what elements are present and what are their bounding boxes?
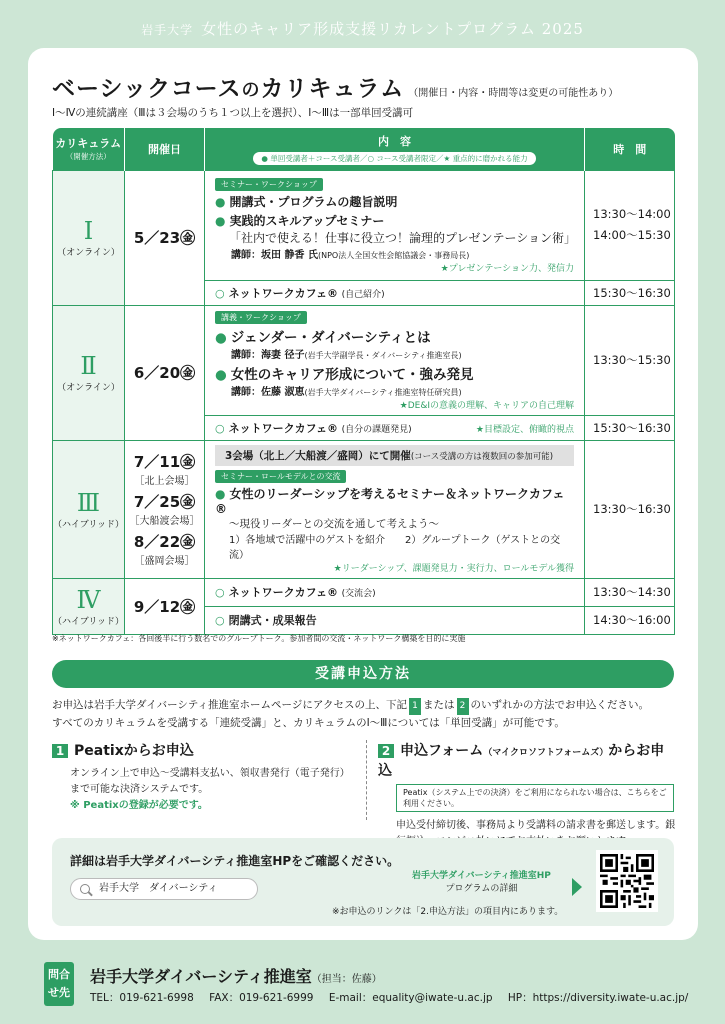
hp-link[interactable]: 岩手大学ダイバーシティ推進室HP プログラムの詳細 <box>412 871 551 894</box>
cafe-2: ○ ネットワークカフェ® (自分の課題発見) ★目標設定、俯瞰的視点 <box>205 415 585 440</box>
footer <box>0 944 725 1024</box>
method-form-title: 2 申込フォーム（マイクロソフトフォームズ）からお申込 <box>378 743 665 779</box>
page-title <box>52 70 618 103</box>
skill-star: ★DE&Iの意義の理解、キャリアの自己理解 <box>399 400 574 411</box>
date-4: 9／12㊎ <box>125 578 205 634</box>
list-item: ● 実践的スキルアップセミナー <box>215 213 385 228</box>
hp-note: ※お申込のリンクは「2.申込方法」の項目内にあります。 <box>332 907 564 917</box>
curriculum-4: Ⅳ （ハイブリッド） <box>53 578 125 634</box>
contact-fax: FAX：019-621-6999 <box>209 992 314 1004</box>
method-form <box>378 740 678 850</box>
content-legend: ● 単回受講者＋コース受講者／○ コース受講者限定／★ 重点的に磨かれる能力 <box>253 152 535 165</box>
method-form-note: Peatix（システム上での決済）をご利用になられない場合は、こちらをご利用ください。 <box>396 784 674 812</box>
contact-email[interactable]: E-mail：equality@iwate-u.ac.jp <box>328 992 493 1004</box>
content-3 <box>205 440 585 578</box>
time-3: 13:30～16:30 <box>585 440 675 578</box>
subtitle: Ⅰ～Ⅳの連続講座（Ⅲは３会場のうち１つ以上を選択）、Ⅰ～Ⅲは一部単回受講可 <box>52 107 414 119</box>
curriculum-2: Ⅱ （オンライン） <box>53 305 125 440</box>
method-peatix <box>52 740 352 814</box>
title-part1: ベーシックコース <box>52 76 242 102</box>
info-box <box>52 838 674 926</box>
content-1 <box>205 170 585 280</box>
table-row <box>53 440 675 578</box>
table-row <box>53 578 675 606</box>
table-row <box>53 170 675 280</box>
curriculum-3: Ⅲ （ハイブリッド） <box>53 440 125 578</box>
title-particle: の <box>241 80 261 101</box>
qr-code-icon <box>600 854 654 908</box>
col-date: 開催日 <box>125 128 205 170</box>
list-item: ● ジェンダー・ダイバーシティとは <box>215 329 431 346</box>
col-time: 時 間 <box>585 128 675 170</box>
contact-tel: TEL：019-621-6998 <box>90 992 194 1004</box>
application-intro: お申込は岩手大学ダイバーシティ推進室ホームページにアクセスの上、下記 1 または 2 のいずれかの方法でお申込ください。 すべてのカリキュラムを受講する「連続受講」と、カリキュラムのⅠ～Ⅲについては「単回受講」が可能です。 <box>52 699 650 729</box>
session-tag: 講義・ワークショップ <box>215 311 307 324</box>
time-2: 13:30～15:30 <box>585 305 675 415</box>
seminar-steps: 1）各地域で活躍中のゲストを紹介 2）グループトーク（ゲストとの交流） <box>229 534 561 561</box>
lecturer: 講師：佐藤 淑恵(岩手大学ダイバーシティ推進室特任研究員) <box>231 386 462 398</box>
date-2: 6／20㊎ <box>125 305 205 440</box>
table-row <box>53 305 675 415</box>
method-form-body: 申込受付締切後、事務局より受講料の請求書を郵送します。銀 <box>396 820 676 831</box>
university-name: 岩手大学 <box>141 23 194 37</box>
curriculum-table <box>52 128 675 635</box>
date-3: 7／11㊎ ［北上会場］ 7／25㊎ ［大船渡会場］ 8／22㊎ ［盛岡会場］ <box>125 440 205 578</box>
org-name: 岩手大学ダイバーシティ推進室（担当：佐藤） <box>90 967 382 986</box>
skill-star: ★プレゼンテーション力、発信力 <box>440 263 574 274</box>
list-item: ● 女性のキャリア形成について・強み発見 <box>215 366 474 383</box>
arrow-right-icon <box>572 878 582 896</box>
skill-star: ★リーダーシップ、課題発見力・実行力、ロールモデル獲得 <box>333 563 574 574</box>
method-peatix-title: 1 Peatixからお申込 <box>52 740 352 760</box>
footnote: ※ネットワークカフェ：各回後半に行う数名でのグループトーク。参加者間の交流・ネットワーク構築を目的に実施 <box>52 634 466 643</box>
time-4b: 14:30～16:00 <box>585 606 675 634</box>
qr-code[interactable] <box>596 850 658 912</box>
application-section-title: 受講申込方法 <box>52 660 674 688</box>
title-note: （開催日・内容・時間等は変更の可能性あり） <box>408 88 619 99</box>
content-2 <box>205 305 585 415</box>
search-input[interactable]: 岩手大学 ダイバーシティ <box>70 878 258 900</box>
table-header-row <box>53 128 675 170</box>
list-item: ● 女性のリーダーシップを考えるセミナー＆ネットワークカフェ® <box>215 486 565 516</box>
time-1: 13:30～14:00 14:00～15:30 <box>585 170 675 280</box>
seminar-theme: 「社内で使える！仕事に役立つ！論理的プレゼンテーション術」 <box>229 230 577 245</box>
contact-badge: 問合 せ先 <box>44 962 74 1006</box>
curriculum-1: Ⅰ （オンライン） <box>53 170 125 305</box>
seminar-subtitle: ～現役リーダーとの交流を通して考えよう～ <box>229 517 439 530</box>
info-title: 詳細は岩手大学ダイバーシティ推進室HPをご確認ください。 <box>70 854 400 868</box>
session-tag: セミナー・ワークショップ <box>215 178 323 191</box>
venue-notice: 3会場（北上／大船渡／盛岡）にて開催(コース受講の方は複数回の参加可能) <box>215 445 574 466</box>
contact-hp[interactable]: HP：https://diversity.iwate-u.ac.jp/ <box>507 992 689 1004</box>
divider <box>366 740 367 820</box>
content-4a: ○ ネットワークカフェ® (交流会) <box>205 578 585 606</box>
session-tag: セミナー・ロールモデルとの交流 <box>215 470 346 483</box>
date-1: 5／23㊎ <box>125 170 205 305</box>
col-curriculum: カリキュラム （開催方法） <box>53 128 125 170</box>
contact-line <box>90 990 700 1005</box>
lecturer: 講師：海妻 径子(岩手大学副学長・ダイバーシティ推進室長) <box>231 349 462 361</box>
time-4a: 13:30～14:30 <box>585 578 675 606</box>
method-peatix-body: オンライン上で申込～受講料支払い、領収書発行（電子発行）まで可能な決済システムです。 ※ Peatixの登録が必要です。 <box>70 768 350 811</box>
cafe-time-1: 15:30～16:30 <box>585 280 675 305</box>
cafe-time-2: 15:30～16:30 <box>585 415 675 440</box>
search-icon <box>80 884 90 894</box>
lecturer: 講師：坂田 静香 氏(NPO法人全国女性会館協議会・事務局長) <box>231 249 470 261</box>
list-item: ● 開講式・プログラムの趣旨説明 <box>215 194 398 209</box>
title-part2: カリキュラム <box>260 76 405 102</box>
cafe-1: ○ ネットワークカフェ® (自己紹介) <box>205 280 585 305</box>
content-4b: ○ 閉講式・成果報告 <box>205 606 585 634</box>
program-name: 女性のキャリア形成支援リカレントプログラム 2025 <box>201 20 584 38</box>
col-content: 内 容 ● 単回受講者＋コース受講者／○ コース受講者限定／★ 重点的に磨かれる能力 <box>205 128 585 170</box>
